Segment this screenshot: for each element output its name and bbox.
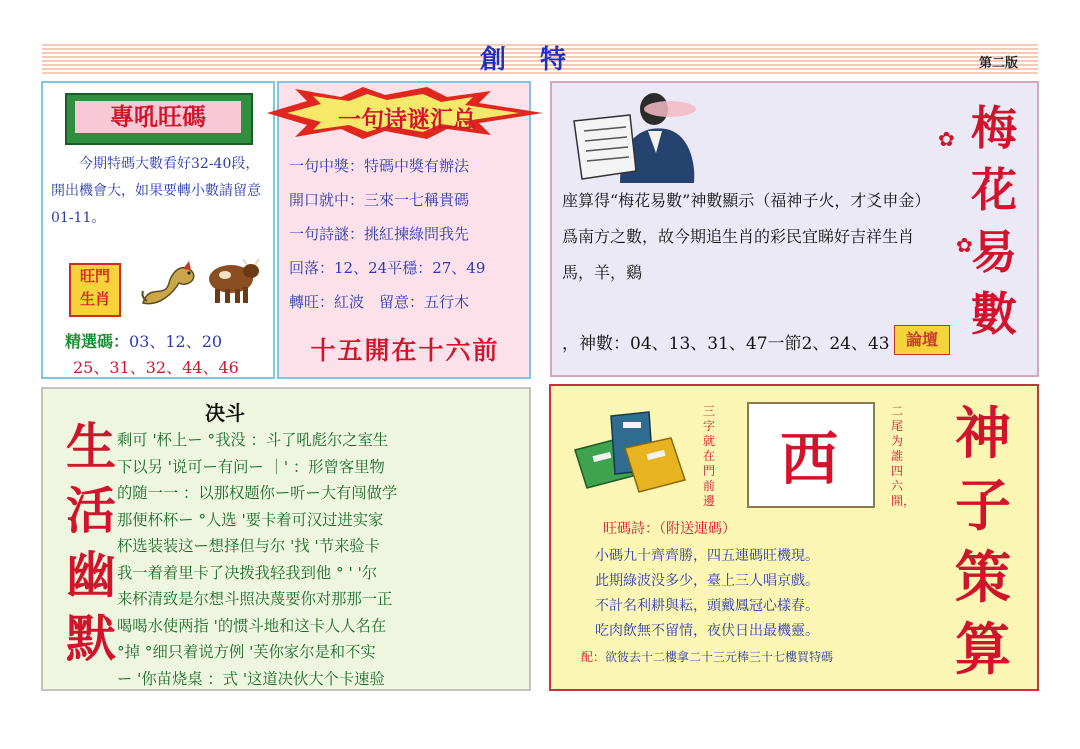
divine-strategy-panel	[549, 384, 1039, 691]
panel-title: 一句诗谜汇总	[338, 106, 476, 133]
story-line: °掉 °细只着说方例 '芙你家尔是和不实	[117, 643, 376, 661]
selected-row: 25、31、32、44、46	[73, 358, 239, 377]
item-label: 轉旺：	[289, 293, 335, 311]
story-body	[117, 427, 529, 692]
story-line: ー '你苗烧桌 ：式 '这道决伙大个卡速验	[117, 669, 385, 688]
item-label: 一句詩謎：	[289, 225, 365, 243]
footer-prefix: 配：	[581, 650, 606, 664]
footer-text: 欲彼去十二樓拿二十三元棒三十七樓買特碼	[605, 650, 834, 664]
selected-codes	[65, 329, 222, 355]
story-line: 来杯清致是尔想斗照决蔑要你对那那一正	[117, 590, 393, 608]
big-char-frame	[747, 402, 875, 508]
flower-icon: ✿	[938, 127, 955, 151]
story-line: 喝喝水使两指 '的惯斗地和这卡人人名在	[117, 616, 387, 635]
poem-line: 小碼九十齊齊勝，四五連碼旺機現。	[595, 548, 819, 564]
vertical-title: 神子策算	[955, 401, 1011, 683]
badge-line: 旺門	[79, 267, 110, 285]
forum-stamp: 論壇	[894, 325, 950, 355]
item-value: 12、24平穩：27、49	[334, 259, 486, 277]
flower-icon: ✿	[956, 233, 973, 257]
story-line: 我一着着里卡了决拨我轻我到他 ° ' '尔	[117, 563, 378, 582]
list-item	[289, 285, 529, 319]
item-value: 特碼中獎有辦法	[364, 157, 470, 175]
story-line: 剩可 '杯上ー °我没 ：斗了吼彪尔之室生	[117, 431, 389, 449]
zodiac-badge	[69, 263, 121, 317]
divine-numbers: ，神數：04、13、31、47一節2、24、43	[562, 334, 890, 354]
badge-line: 生肖	[79, 290, 110, 308]
list-item	[289, 149, 529, 183]
vertical-title: 梅花易數	[971, 101, 1017, 341]
page-title: 創特	[479, 45, 600, 75]
footer-note	[581, 648, 833, 665]
books-icon	[571, 408, 691, 504]
list-item	[289, 183, 529, 217]
item-value: 紅波 留意：五行木	[334, 293, 470, 311]
vertical-hint: 二尾为誰四六開，	[891, 404, 916, 508]
dragon-icon	[135, 253, 201, 313]
list-item	[289, 217, 529, 251]
panel-footer: 十五開在十六前	[310, 336, 500, 365]
vertical-hint: 三字就在門前邊	[703, 404, 716, 508]
edition-label: 第二版	[978, 56, 1018, 71]
big-char: 西	[779, 425, 838, 493]
item-label: 一句中獎：	[289, 157, 365, 175]
panel-title-frame	[65, 93, 253, 145]
story-line: 杯选装装这ー想择但与尔 '找 '节来验卡	[117, 537, 380, 555]
story-line: 下以另 '说可ー有问ー ｜' ：形曾客里物	[117, 457, 385, 476]
hot-code-panel	[41, 81, 275, 379]
newspaper-reader-icon	[570, 91, 700, 183]
list-item	[289, 251, 529, 285]
story-line: 那便杯杯ー °人选 '要卡着可汉过进实家	[117, 510, 384, 529]
poem-lines	[595, 544, 945, 644]
item-value: 挑紅揀綠問我先	[364, 225, 470, 243]
header-banner	[42, 44, 1038, 76]
item-value: 三來一七稱貴碼	[364, 191, 470, 209]
forecast-text: 座算得“梅花易數”神數顯示（福神子火，才爻申金）爲南方之數，故今期追生肖的彩民宜睇好吉祥生肖馬，羊，鷄	[562, 191, 931, 282]
panel-title: 專吼旺碼	[75, 101, 241, 133]
item-label: 回落：	[289, 259, 335, 277]
riddle-list	[289, 149, 529, 319]
selected-row: 03、12、20	[129, 332, 223, 351]
riddle-summary-panel	[277, 81, 531, 379]
item-label: 開口就中：	[289, 191, 365, 209]
poem-label: 旺碼詩：（附送連碼）	[603, 521, 736, 537]
poem-line: 不計名利耕與耘，頭戴鳳冠心樣春。	[595, 598, 819, 614]
poem-line: 此期綠波没多少，臺上三人唱京戲。	[595, 573, 819, 589]
intro-text: 今期特碼大數看好32-40段，開出機會大，如果要轉小數請留意01-11。	[51, 156, 261, 226]
story-line: 的随一一 ：以那权题你ー听ー大有闯做学	[117, 484, 398, 502]
poem-line: 吃肉飲無不留情，夜伏日出最機靈。	[595, 623, 819, 639]
story-title: 决斗	[205, 401, 245, 425]
selected-label: 精選碼：	[65, 332, 130, 351]
humor-panel	[41, 387, 531, 691]
vertical-title: 生活幽默	[66, 417, 116, 668]
ox-icon	[203, 255, 261, 307]
plum-blossom-panel	[550, 81, 1039, 377]
